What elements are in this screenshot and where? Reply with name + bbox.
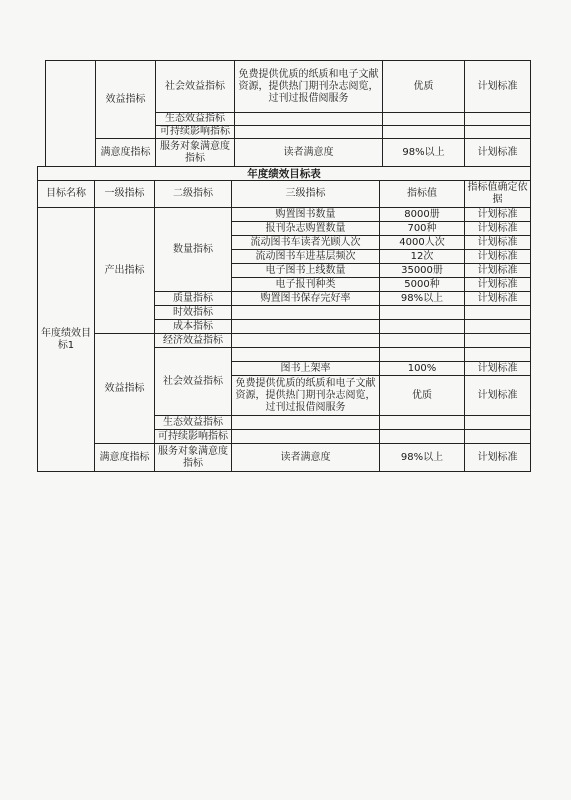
- economic-indicator: 经济效益指标: [155, 334, 232, 348]
- row-value: 98%以上: [380, 292, 465, 306]
- sustain-indicator: 可持续影响指标: [155, 430, 232, 444]
- table-row: 购置图书保存完好率: [232, 292, 380, 306]
- table-row: 免费提供优质的纸质和电子文献资源，提供热门期刊杂志阅览，过刊过报借阅服务: [232, 376, 380, 416]
- reader-satisfaction-basis: 计划标准: [465, 139, 531, 167]
- row-basis: 计划标准: [465, 362, 531, 376]
- social-benefit-content: 免费提供优质的纸质和电子文献资源，提供热门期刊杂志阅览，过刊过报借阅服务: [235, 61, 383, 113]
- social-benefit-indicator: 社会效益指标: [155, 348, 232, 416]
- reader-satisfaction: 读者满意度: [235, 139, 383, 167]
- row-basis: 计划标准: [465, 250, 531, 264]
- row-value: 12次: [380, 250, 465, 264]
- service-satisfaction-indicator: 服务对象满意度指标: [155, 444, 232, 472]
- reader-satisfaction: 读者满意度: [232, 444, 380, 472]
- row-basis: 计划标准: [465, 236, 531, 250]
- header-level3: 三级指标: [232, 181, 380, 208]
- header-value: 指标值: [380, 181, 465, 208]
- benefit-indicator: 效益指标: [96, 61, 156, 139]
- reader-satisfaction-value: 98%以上: [380, 444, 465, 472]
- social-benefit-basis: 计划标准: [465, 61, 531, 113]
- timeliness-indicator: 时效指标: [155, 306, 232, 320]
- output-indicator: 产出指标: [95, 208, 155, 334]
- row-value: 4000人次: [380, 236, 465, 250]
- service-satisfaction-indicator: 服务对象满意度指标: [156, 139, 235, 167]
- quantity-indicator: 数量指标: [155, 208, 232, 292]
- header-basis: 指标值确定依据: [465, 181, 531, 208]
- satisfaction-indicator: 满意度指标: [95, 444, 155, 472]
- table-row: 电子报刊种类: [232, 278, 380, 292]
- row-basis: 计划标准: [465, 222, 531, 236]
- row-value: 35000册: [380, 264, 465, 278]
- annual-goal-table: [37, 166, 531, 472]
- ecology-indicator: 生态效益指标: [156, 113, 235, 126]
- reader-satisfaction-value: 98%以上: [383, 139, 465, 167]
- header-level2: 二级指标: [155, 181, 232, 208]
- row-basis: 计划标准: [465, 292, 531, 306]
- sustain-indicator: 可持续影响指标: [156, 126, 235, 139]
- row-value: 5000种: [380, 278, 465, 292]
- header-level1: 一级指标: [95, 181, 155, 208]
- top-table: [45, 60, 531, 167]
- table-row: 流动图书车进基层频次: [232, 250, 380, 264]
- row-basis: 计划标准: [465, 278, 531, 292]
- row-value: 700种: [380, 222, 465, 236]
- table-row: 流动图书车读者光顾人次: [232, 236, 380, 250]
- row-basis: 计划标准: [465, 264, 531, 278]
- benefit-indicator: 效益指标: [95, 334, 155, 444]
- row-value: 8000册: [380, 208, 465, 222]
- social-benefit-value: 优质: [383, 61, 465, 113]
- row-value: 优质: [380, 376, 465, 416]
- annual-table-title: 年度绩效目标表: [38, 167, 531, 181]
- cost-indicator: 成本指标: [155, 320, 232, 334]
- row-value: 100%: [380, 362, 465, 376]
- quality-indicator: 质量指标: [155, 292, 232, 306]
- table-row: 电子图书上线数量: [232, 264, 380, 278]
- goal-name: 年度绩效目标1: [38, 208, 95, 472]
- table-row: 图书上架率: [232, 362, 380, 376]
- row-basis: 计划标准: [465, 376, 531, 416]
- table-row: 报刊杂志购置数量: [232, 222, 380, 236]
- header-goal-name: 目标名称: [38, 181, 95, 208]
- ecology-indicator: 生态效益指标: [155, 416, 232, 430]
- table-row: 购置图书数量: [232, 208, 380, 222]
- row-basis: 计划标准: [465, 208, 531, 222]
- blank-cell: [46, 61, 96, 167]
- reader-satisfaction-basis: 计划标准: [465, 444, 531, 472]
- satisfaction-indicator: 满意度指标: [96, 139, 156, 167]
- social-benefit-indicator: 社会效益指标: [156, 61, 235, 113]
